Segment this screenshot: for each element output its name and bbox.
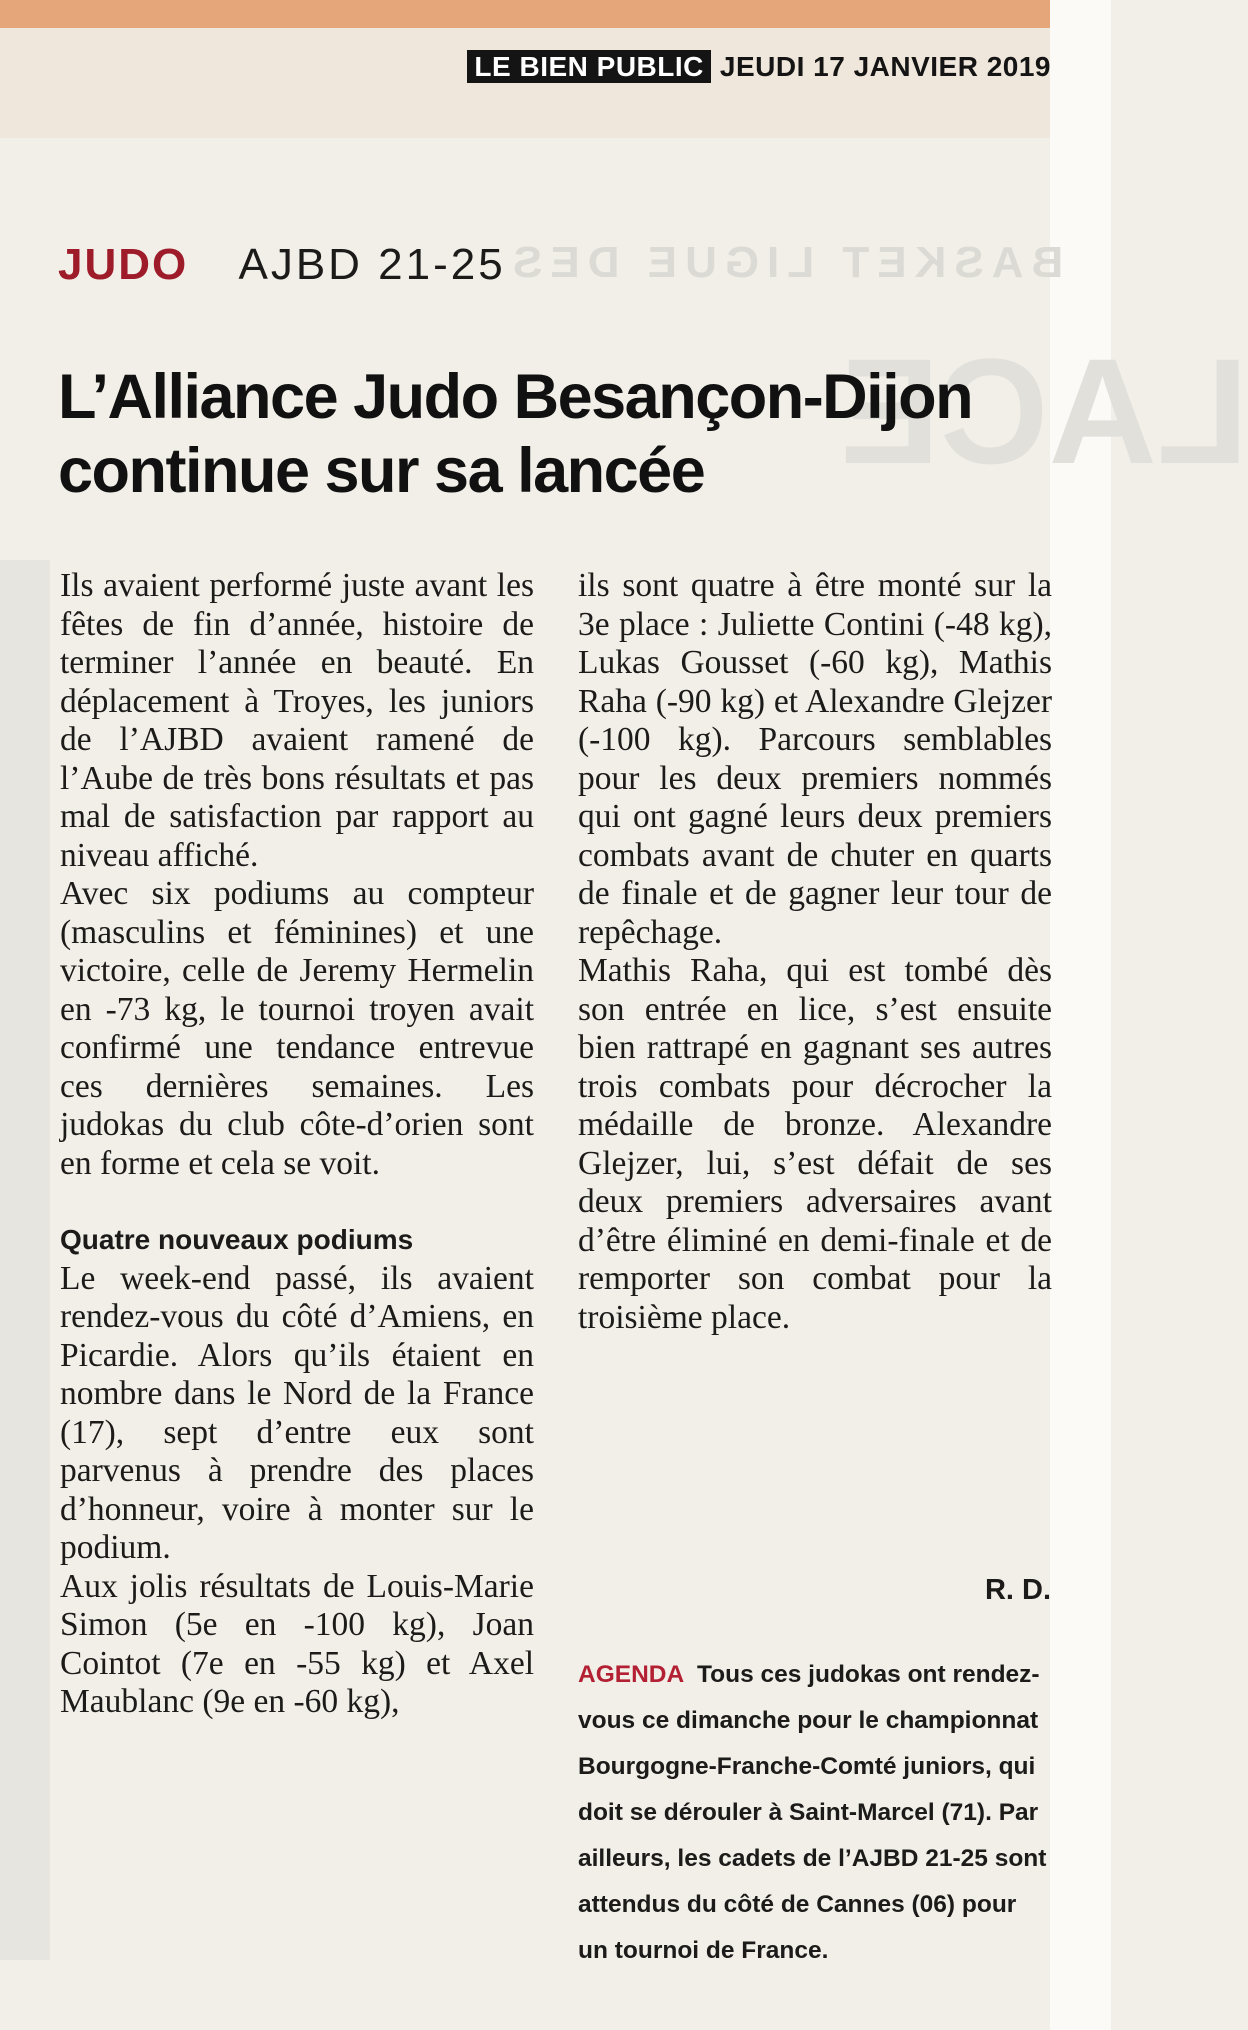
newspaper-name: LE BIEN PUBLIC <box>467 50 710 83</box>
agenda-box <box>578 1652 1052 1974</box>
author-signature: R. D. <box>984 1574 1051 1606</box>
masthead <box>467 50 1051 83</box>
show-through-text: BASKET LIGUE DES <box>505 238 1064 287</box>
rubric-category: JUDO <box>58 240 189 289</box>
paragraph: Avec six podiums au compteur (masculins et féminines) et une victoire, celle de Jeremy Hermelin en -73 kg, le tournoi troyen avait confirmé une tendance entrevue ces dernières semaines. Les judokas du club côte-d’orien sont en forme et cela se voit. <box>60 875 534 1182</box>
paragraph: Aux jolis résultats de Louis-Marie Simon (5e en -100 kg), Joan Cointot (7e en -55 kg) et Axel Maublanc (9e en -60 kg), <box>60 1567 534 1720</box>
paragraph: ils sont quatre à être monté sur la 3e place : Juliette Contini (-48 kg), Lukas Gousset (-60 kg), Mathis Raha (-90 kg) et Alexandre Glejzer (-100 kg). Parcours semblables pour les deux premiers nommés qui ont gagné leurs deux premiers combats avant de chuter en quarts de finale et de gagner leur tour de repêchage. <box>578 567 1052 951</box>
publication-date: JEUDI 17 JANVIER 2019 <box>719 50 1051 82</box>
paragraph: Le week-end passé, ils avaient rendez-vous du côté d’Amiens, en Picardie. Alors qu’ils étaient en nombre dans le Nord de la France (17), sept d’entre eux sont parvenus à prendre des places d’honneur, voire à monter sur le podium. <box>60 1259 534 1566</box>
headline-line-2: continue sur sa lancée <box>58 436 705 506</box>
article-column-left <box>60 567 534 1722</box>
article-column-right <box>578 567 1052 1337</box>
agenda-label: AGENDA <box>578 1661 685 1688</box>
rubric <box>58 240 506 290</box>
paper-edge <box>1050 0 1111 2030</box>
show-through-column <box>0 560 50 1960</box>
top-color-strip <box>0 0 1050 28</box>
header-band <box>0 28 1050 138</box>
subheading: Quatre nouveaux podiums <box>60 1224 414 1255</box>
paragraph: Ils avaient performé juste avant les fêtes de fin d’année, histoire de terminer l’année en beauté. En déplacement à Troyes, les juniors de l’AJBD avaient ramené de l’Aube de très bons résultats et pas mal de satisfaction par rapport au niveau affiché. <box>60 567 534 874</box>
agenda-text: Tous ces judokas ont rendez-vous ce dimanche pour le championnat Bourgogne-Franche-Comté juniors, qui doit se dérouler à Saint-Marcel (71). Par ailleurs, les cadets de l’AJBD 21-25 sont attendus du côté de Cannes (06) pour un tournoi de France. <box>578 1661 1047 1964</box>
headline <box>58 360 1018 508</box>
headline-line-1: L’Alliance Judo Besançon-Dijon <box>58 362 973 432</box>
paragraph: Mathis Raha, qui est tombé dès son entrée en lice, s’est ensuite bien rattrapé en gagnant ses autres trois combats pour décrocher la médaille de bronze. Alexandre Glejzer, lui, s’est défait de ses deux premiers adversaires avant d’être éliminé en demi-finale et de remporter son combat pour la troisième place. <box>578 952 1052 1336</box>
show-through-letters: LACE <box>840 327 1248 495</box>
rubric-subject: AJBD 21-25 <box>238 240 506 289</box>
